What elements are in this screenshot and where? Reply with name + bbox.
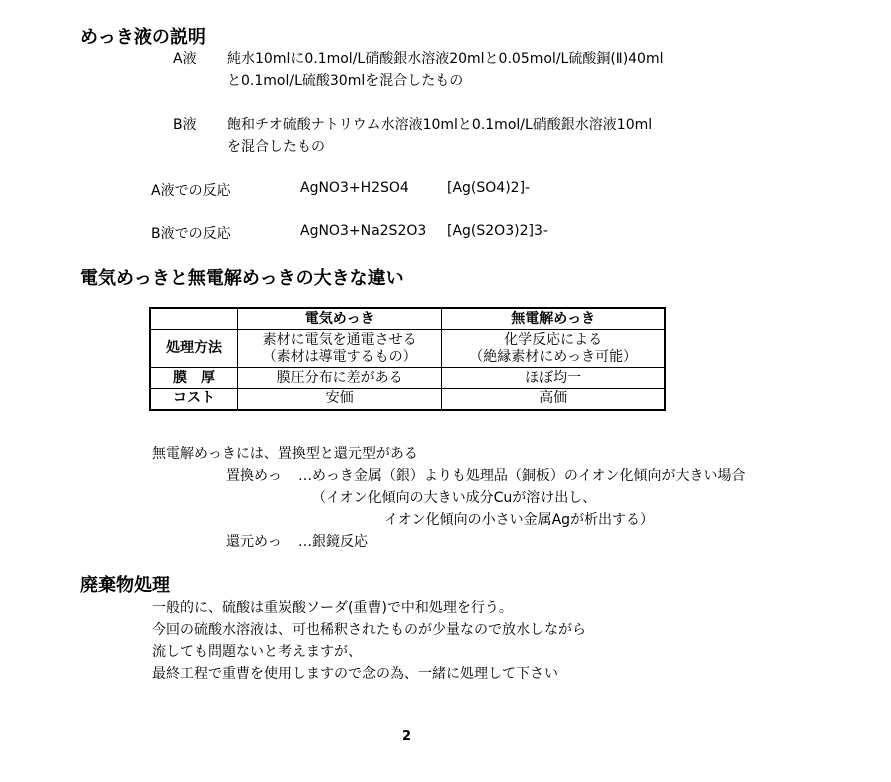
comparison-table [149,307,666,411]
solution-b-line2: を混合したもの [227,139,325,155]
solution-b-label: B液 [173,117,197,133]
row-label-process: 処理方法 [150,330,238,368]
displacement-text-line3: イオン化傾向の小さい金属Agが析出する） [384,512,655,528]
cell-process-electroplating [238,330,442,368]
displacement-text-line2: （イオン化傾向の大きい成分Cuが溶け出し、 [312,490,597,506]
reaction-b-label: B液での反応 [151,226,231,242]
waste-line-2: 今回の硫酸水溶液は、可也稀釈されたものが少量なので放水しながら [152,622,586,638]
row-label-thickness: 膜 厚 [150,368,238,389]
waste-line-4: 最終工程で重曹を使用しますので念の為、一緒に処理して下さい [152,666,558,682]
table-header-row [150,308,665,330]
solution-a-line2: と0.1mol/L硫酸30mlを混合したもの [227,73,464,89]
table-row [150,368,665,389]
table-row [150,389,665,410]
row-label-cost: コスト [150,389,238,410]
table-header-electroplating: 電気めっき [238,308,442,330]
solution-a-line1: 純水10mlに0.1mol/L硝酸銀水溶液20mlと0.05mol/L硫酸銅(Ⅱ)40ml [227,51,664,67]
section-title-plating-difference: 電気めっきと無電解めっきの大きな違い [80,268,404,289]
section-title-plating-solution: めっき液の説明 [80,27,206,48]
displacement-text: …めっき金属（銀）よりも処理品（銅板）のイオン化傾向が大きい場合 [298,468,746,484]
solution-a-label: A液 [173,51,197,67]
reduction-text: …銀鏡反応 [298,534,368,550]
cell-cost-electroless: 高価 [442,389,665,410]
reaction-b-equation: AgNO3+Na2S2O3 [300,223,427,239]
electroless-intro: 無電解めっきには、置換型と還元型がある [152,446,418,462]
reaction-b-complex: [Ag(S2O3)2]3- [447,223,548,239]
reaction-a-label: A液での反応 [151,183,231,199]
reaction-a-equation: AgNO3+H2SO4 [300,180,409,196]
cell-line: 素材に電気を通電させる [262,331,417,348]
displacement-label: 置換めっ [226,468,282,484]
waste-line-3: 流しても問題ないと考えますが、 [152,644,362,660]
table-header-electroless: 無電解めっき [442,308,665,330]
page-number: 2 [402,729,412,744]
section-title-waste-treatment: 廃棄物処理 [80,575,170,596]
cell-line: 化学反応による [504,331,603,348]
table-header-corner [150,308,238,330]
cell-line: （素材は導電するもの） [262,348,417,365]
cell-thickness-electroless: ほぼ均一 [442,368,665,389]
reduction-label: 還元めっ [226,534,282,550]
waste-line-1: 一般的に、硫酸は重炭酸ソーダ(重曹)で中和処理を行う。 [152,600,513,616]
solution-b-line1: 飽和チオ硫酸ナトリウム水溶液10mlと0.1mol/L硝酸銀水溶液10ml [227,117,653,133]
cell-thickness-electroplating: 膜圧分布に差がある [238,368,442,389]
table-row [150,330,665,368]
cell-process-electroless [442,330,665,368]
cell-cost-electroplating: 安価 [238,389,442,410]
cell-line: （絶縁素材にめっき可能） [469,348,638,365]
reaction-a-complex: [Ag(SO4)2]- [447,180,531,196]
